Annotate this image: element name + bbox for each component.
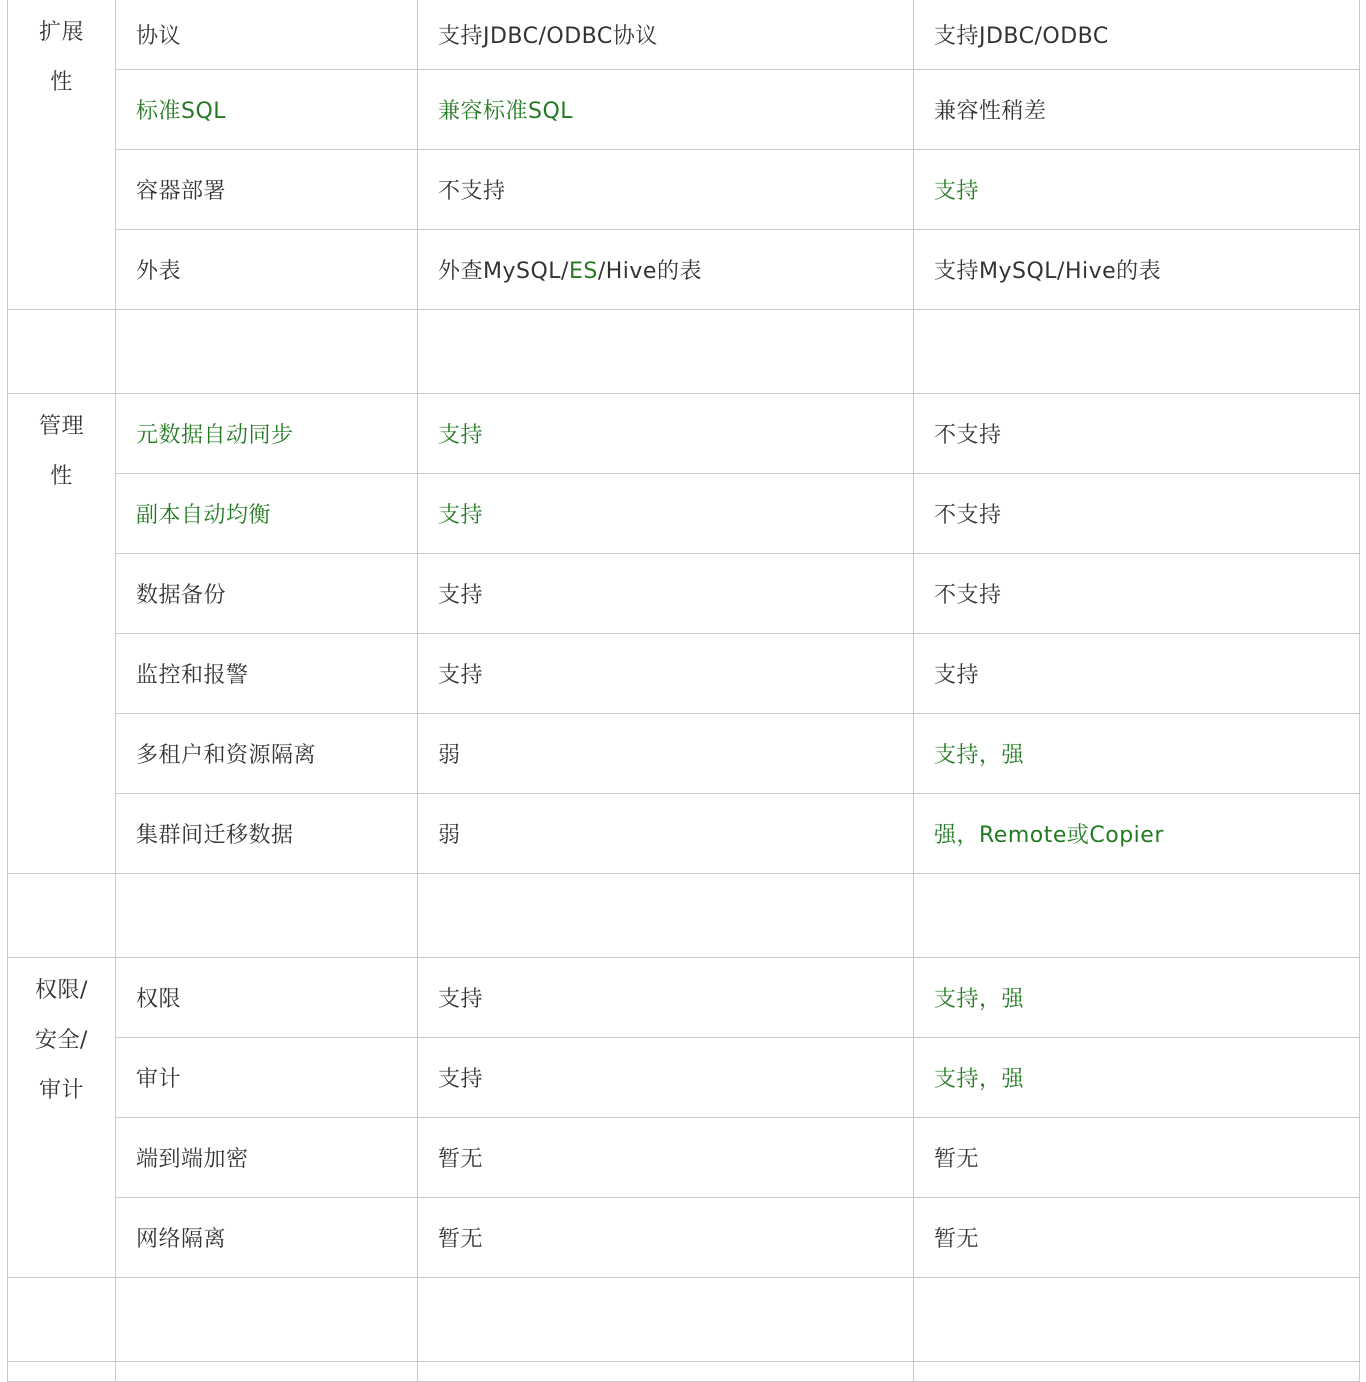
table-row (8, 1278, 1360, 1362)
table-row (8, 230, 1360, 310)
system-a-cell (418, 714, 914, 794)
table-row (8, 554, 1360, 634)
system-b-cell (914, 0, 1360, 70)
system-b-cell (914, 230, 1360, 310)
system-b-cell (914, 874, 1360, 958)
system-a-cell (418, 394, 914, 474)
comparison-table (7, 0, 1360, 1382)
cell-text: 支持JDBC/ODBC协议 (438, 24, 658, 49)
system-a-cell (418, 230, 914, 310)
category-label-line: 安全/ (35, 1028, 88, 1053)
table-row (8, 150, 1360, 230)
cell-text: 弱 (438, 823, 461, 848)
category-label-line: 性 (50, 464, 73, 489)
cell-text: 支持，强 (934, 1067, 1025, 1092)
cell-text: 容器部署 (136, 179, 227, 204)
cell-text: 协议 (136, 24, 182, 49)
cell-text: 支持 (438, 503, 484, 528)
cell-text: 数据备份 (136, 583, 227, 608)
system-a-cell (418, 1038, 914, 1118)
system-a-cell (418, 474, 914, 554)
system-b-cell (914, 634, 1360, 714)
system-a-cell (418, 1362, 914, 1382)
cell-text: 支持JDBC/ODBC (934, 24, 1109, 49)
feature-cell (116, 958, 418, 1038)
system-b-cell (914, 1278, 1360, 1362)
cell-text: 兼容标准SQL (438, 99, 574, 124)
feature-cell (116, 474, 418, 554)
table-row (8, 634, 1360, 714)
category-label-line: 管理 (38, 414, 84, 439)
system-a-cell (418, 1278, 914, 1362)
feature-cell (116, 714, 418, 794)
system-b-cell (914, 394, 1360, 474)
cell-text: 不支持 (934, 503, 1002, 528)
system-a-cell (418, 150, 914, 230)
system-b-cell (914, 958, 1360, 1038)
table-row (8, 714, 1360, 794)
system-b-cell (914, 1198, 1360, 1278)
feature-cell (116, 794, 418, 874)
system-b-cell (914, 1038, 1360, 1118)
system-a-cell (418, 310, 914, 394)
category-cell (8, 958, 116, 1278)
cell-text-part: ES (568, 259, 598, 284)
system-a-cell (418, 874, 914, 958)
feature-cell (116, 310, 418, 394)
empty-cell (8, 874, 116, 958)
feature-cell (116, 1118, 418, 1198)
feature-cell (116, 0, 418, 70)
cell-text: 支持 (934, 663, 980, 688)
cell-text: 监控和报警 (136, 663, 249, 688)
cell-text: 支持 (934, 179, 980, 204)
table-row (8, 0, 1360, 70)
system-a-cell (418, 958, 914, 1038)
cell-text: 暂无 (438, 1227, 484, 1252)
cell-text: 支持 (438, 1067, 484, 1092)
system-a-cell (418, 634, 914, 714)
cell-text: 暂无 (934, 1227, 980, 1252)
feature-cell (116, 554, 418, 634)
category-label-line: 扩展 (38, 20, 84, 45)
cell-text: 支持，强 (934, 987, 1025, 1012)
system-b-cell (914, 474, 1360, 554)
system-b-cell (914, 714, 1360, 794)
system-a-cell (418, 794, 914, 874)
table-row (8, 1118, 1360, 1198)
cell-text: 支持，强 (934, 743, 1025, 768)
cell-text: 不支持 (934, 583, 1002, 608)
table-body (8, 0, 1360, 1382)
category-cell (8, 0, 116, 310)
system-b-cell (914, 70, 1360, 150)
table-row (8, 874, 1360, 958)
feature-cell (116, 150, 418, 230)
category-label-line: 性 (50, 70, 73, 95)
table-row (8, 394, 1360, 474)
system-b-cell (914, 1118, 1360, 1198)
table-row (8, 958, 1360, 1038)
table-row (8, 1038, 1360, 1118)
table-row (8, 474, 1360, 554)
cell-text: 副本自动均衡 (136, 503, 272, 528)
system-b-cell (914, 150, 1360, 230)
feature-cell (116, 1278, 418, 1362)
category-label-line: 权限/ (35, 978, 88, 1003)
cell-text-part: /Hive的表 (597, 259, 702, 284)
table-row (8, 1362, 1360, 1382)
system-a-cell (418, 1118, 914, 1198)
system-b-cell (914, 794, 1360, 874)
cell-text: 支持 (438, 423, 484, 448)
system-b-cell (914, 1362, 1360, 1382)
cell-text: 端到端加密 (136, 1147, 249, 1172)
table-row (8, 1198, 1360, 1278)
cell-text: 审计 (136, 1067, 182, 1092)
empty-cell (8, 310, 116, 394)
cell-text: 不支持 (438, 179, 506, 204)
cell-text: 支持 (438, 663, 484, 688)
feature-cell (116, 874, 418, 958)
system-a-cell (418, 554, 914, 634)
category-cell (8, 394, 116, 874)
feature-cell (116, 394, 418, 474)
cell-text: 权限 (136, 987, 182, 1012)
cell-text: 支持 (438, 583, 484, 608)
cell-text-part: 外查MySQL/ (438, 259, 569, 284)
cell-text: 强，Remote或Copier (934, 823, 1164, 848)
cell-text: 多租户和资源隔离 (136, 743, 317, 768)
cell-text: 暂无 (438, 1147, 484, 1172)
cell-text: 暂无 (934, 1147, 980, 1172)
feature-cell (116, 634, 418, 714)
system-a-cell (418, 0, 914, 70)
system-b-cell (914, 554, 1360, 634)
feature-cell (116, 1038, 418, 1118)
feature-cell (116, 70, 418, 150)
empty-cell (8, 1362, 116, 1382)
system-a-cell (418, 70, 914, 150)
system-b-cell (914, 310, 1360, 394)
category-label-line: 审计 (38, 1078, 84, 1103)
table-row (8, 794, 1360, 874)
feature-cell (116, 1362, 418, 1382)
cell-text: 不支持 (934, 423, 1002, 448)
cell-text: 网络隔离 (136, 1227, 227, 1252)
table-row (8, 70, 1360, 150)
cell-text: 元数据自动同步 (136, 423, 294, 448)
feature-cell (116, 1198, 418, 1278)
system-a-cell (418, 1198, 914, 1278)
cell-text: 兼容性稍差 (934, 99, 1047, 124)
cell-text: 支持 (438, 987, 484, 1012)
cell-text: 支持MySQL/Hive的表 (934, 259, 1162, 284)
cell-text: 弱 (438, 743, 461, 768)
cell-text: 外表 (136, 259, 182, 284)
cell-text: 集群间迁移数据 (136, 823, 294, 848)
table-row (8, 310, 1360, 394)
cell-text: 标准SQL (136, 99, 227, 124)
feature-cell (116, 230, 418, 310)
empty-cell (8, 1278, 116, 1362)
